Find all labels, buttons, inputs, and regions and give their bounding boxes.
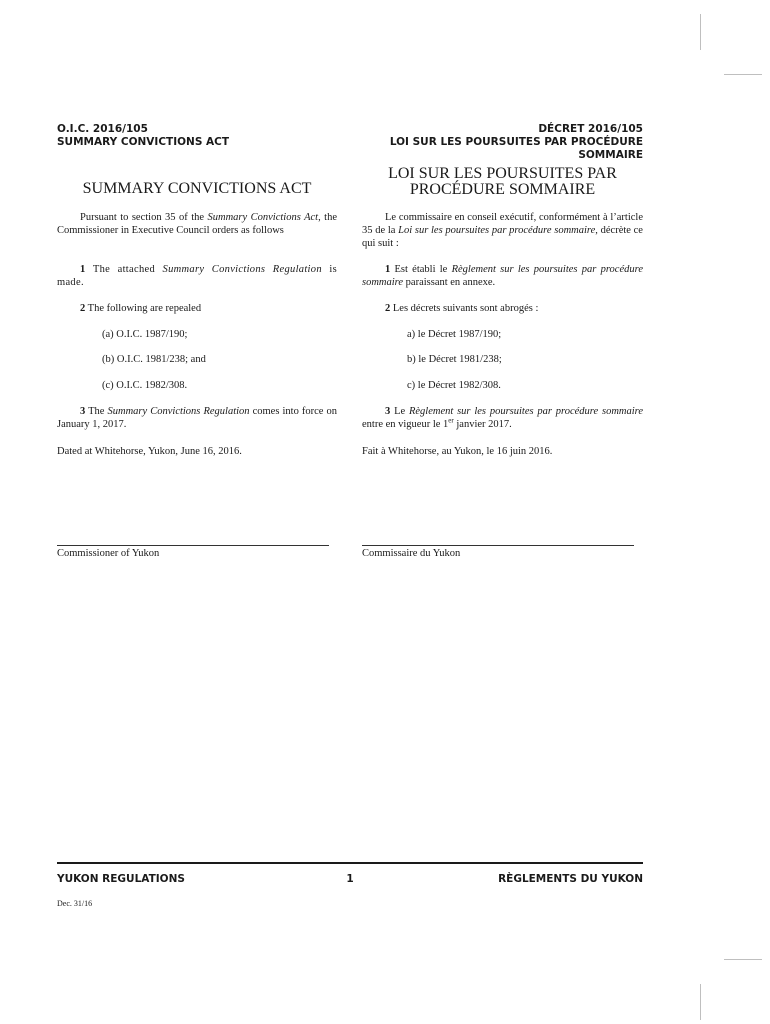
fr-section-1: 1 Est établi le Règlement sur les poursuites par procédure sommaire paraissant en annexe. — [362, 264, 643, 288]
fr-section-3-number: 3 — [385, 406, 391, 417]
crop-mark-bottom-horizontal — [724, 959, 762, 960]
footer-date: Dec. 31/16 — [57, 899, 93, 908]
en-section-2: 2 The following are repealed — [80, 303, 202, 314]
title-french — [362, 166, 643, 198]
fr-regulation-name: Règlement sur les poursuites par procédure sommaire — [362, 264, 643, 288]
en-act-name: Summary Convictions Act — [207, 212, 319, 223]
en-section-1: 1 The attached Summary Convictions Regulation is made. — [57, 264, 337, 288]
page-number: 1 — [346, 873, 354, 885]
fr-section-1-number: 1 — [385, 264, 391, 275]
title-fr-line2: PROCÉDURE SOMMAIRE — [409, 181, 596, 198]
en-regulation-name: Summary Convictions Regulation — [162, 264, 322, 275]
fr-superscript: er — [448, 416, 454, 425]
en-preamble: Pursuant to section 35 of the Summary Convictions Act, the Commissioner in Executive Council orders as follows — [57, 212, 337, 236]
en-dated: Dated at Whitehorse, Yukon, June 16, 2016. — [57, 446, 242, 457]
crop-mark-top-horizontal — [724, 74, 762, 75]
en-section-1-number: 1 — [80, 264, 86, 275]
header-french — [362, 123, 643, 162]
crop-mark-top-vertical — [700, 14, 701, 50]
footer-rule — [57, 862, 643, 864]
en-item-c: (c) O.I.C. 1982/308. — [102, 380, 188, 391]
footer-right: RÈGLEMENTS DU YUKON — [498, 873, 643, 885]
fr-section-3: 3 Le Règlement sur les poursuites par procédure sommaire entre en vigueur le 1er janvier 2017. — [362, 406, 644, 430]
title-english: SUMMARY CONVICTIONS ACT — [82, 180, 312, 197]
footer-left: YUKON REGULATIONS — [57, 873, 185, 885]
en-section-3-number: 3 — [80, 406, 86, 417]
header-fr-act-line1: LOI SUR LES POURSUITES PAR PROCÉDURE — [389, 136, 643, 148]
fr-item-b: b) le Décret 1981/238; — [407, 354, 502, 365]
header-en-act: SUMMARY CONVICTIONS ACT — [57, 136, 230, 148]
header-english — [57, 123, 337, 149]
fr-signature-line — [362, 545, 634, 546]
en-regulation-name-2: Summary Convictions Regulation — [107, 406, 250, 417]
fr-item-a: a) le Décret 1987/190; — [407, 329, 502, 340]
fr-section-2: 2 Les décrets suivants sont abrogés : — [385, 303, 539, 314]
fr-item-c: c) le Décret 1982/308. — [407, 380, 501, 391]
fr-act-name: Loi sur les poursuites par procédure sommaire — [398, 225, 596, 236]
fr-preamble: Le commissaire en conseil exécutif, conformément à l’article 35 de la Loi sur les poursuites par procédure sommaire, décrète ce qui suit : — [362, 212, 643, 249]
en-section-3: 3 The Summary Convictions Regulation comes into force on January 1, 2017. — [57, 406, 338, 430]
fr-signatory: Commissaire du Yukon — [362, 548, 461, 559]
fr-regulation-name-2: Règlement sur les poursuites par procédure sommaire — [408, 406, 644, 417]
crop-mark-bottom-vertical — [700, 984, 701, 1020]
title-fr-line1: LOI SUR LES POURSUITES PAR — [388, 165, 617, 182]
header-fr-act-line2: SOMMAIRE — [578, 149, 643, 161]
fr-dated: Fait à Whitehorse, au Yukon, le 16 juin 2016. — [362, 446, 553, 457]
en-item-b: (b) O.I.C. 1981/238; and — [102, 354, 206, 365]
en-section-2-number: 2 — [80, 303, 86, 314]
header-en-code: O.I.C. 2016/105 — [57, 123, 148, 135]
en-item-a: (a) O.I.C. 1987/190; — [102, 329, 188, 340]
header-fr-code: DÉCRET 2016/105 — [538, 123, 643, 135]
en-signatory: Commissioner of Yukon — [57, 548, 160, 559]
en-signature-line — [57, 545, 329, 546]
fr-section-2-number: 2 — [385, 303, 391, 314]
